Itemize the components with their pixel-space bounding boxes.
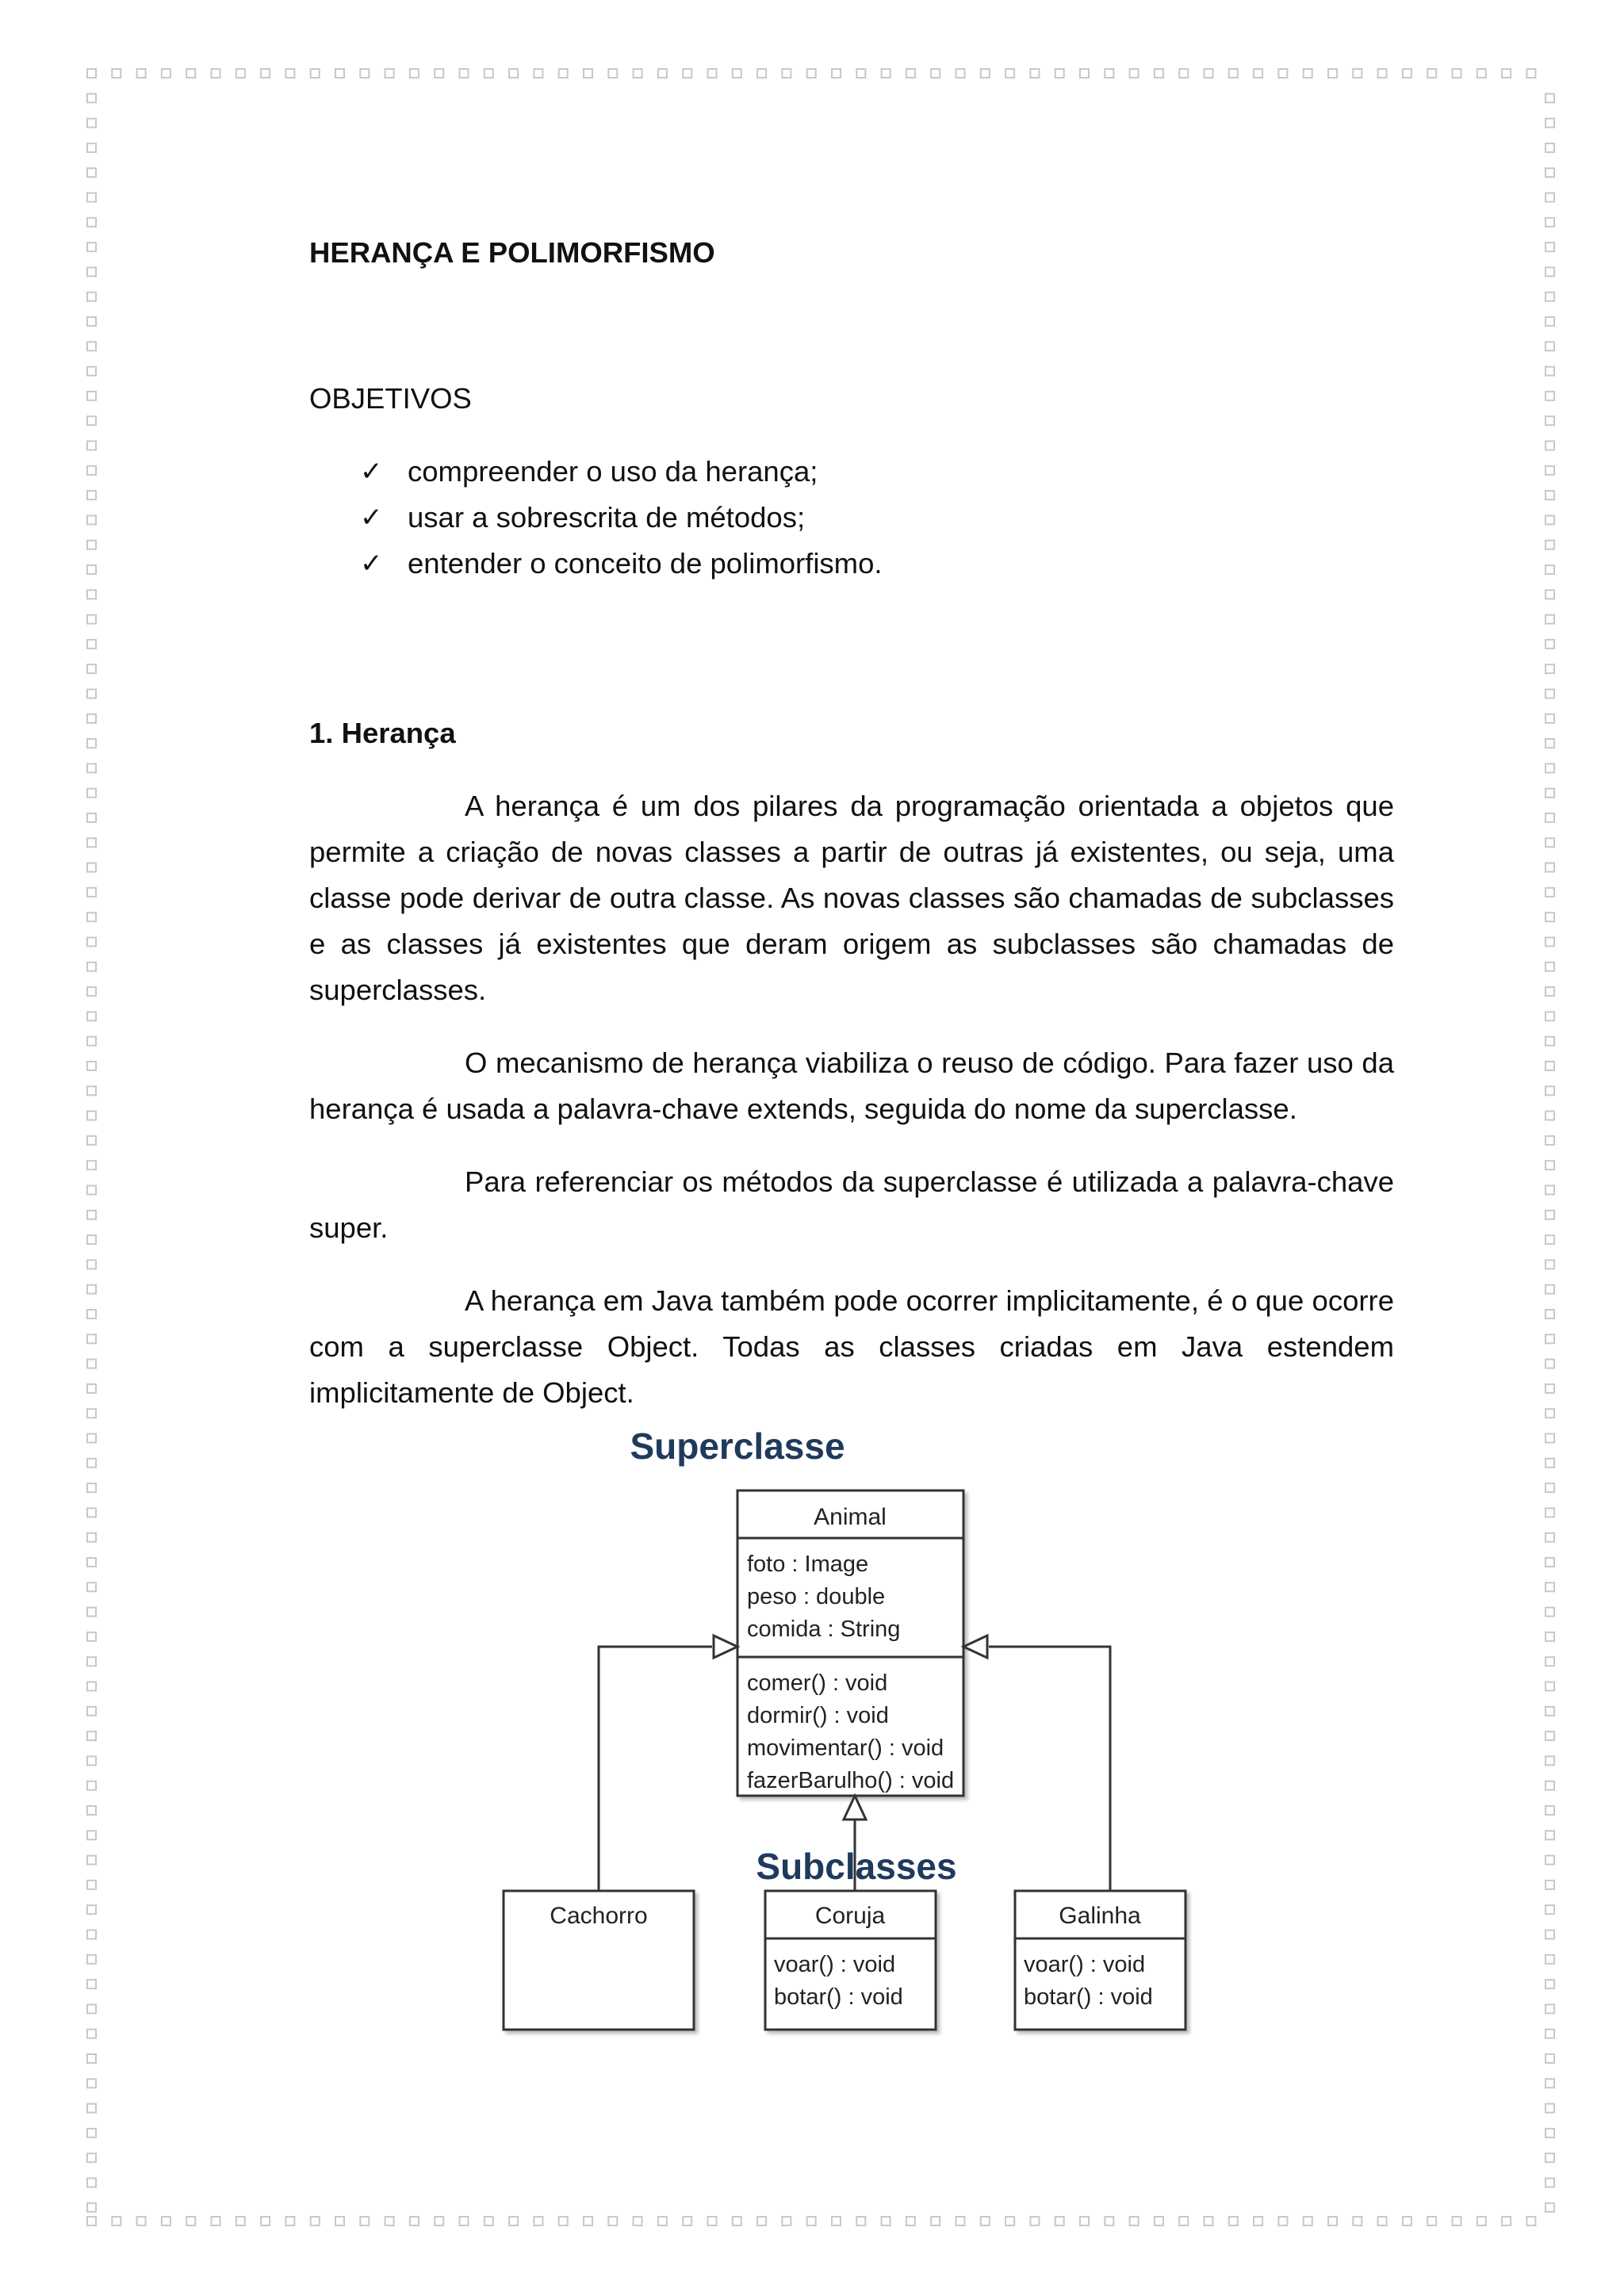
uml-diagram-svg — [500, 1419, 1213, 2053]
subclasses-label: Subclasses — [756, 1846, 957, 1887]
objectives-heading: OBJETIVOS — [309, 382, 472, 415]
class-name: Galinha — [1059, 1903, 1141, 1929]
uml-diagram — [500, 1419, 1213, 2053]
objective-text: usar a sobrescrita de métodos; — [408, 501, 806, 534]
method: fazerBarulho() : void — [747, 1768, 955, 1793]
objectives-list — [309, 449, 1394, 587]
attribute: foto : Image — [747, 1552, 869, 1577]
method: voar() : void — [774, 1952, 896, 1977]
superclass-label: Superclasse — [630, 1425, 845, 1467]
document-body — [309, 230, 1394, 1416]
method: movimentar() : void — [747, 1735, 944, 1761]
class-name: Cachorro — [550, 1903, 648, 1929]
document-title: HERANÇA E POLIMORFISMO — [309, 236, 715, 269]
objective-item — [360, 495, 1394, 541]
method: botar() : void — [1024, 1984, 1153, 2010]
objective-item — [360, 449, 1394, 495]
paragraph: A herança é um dos pilares da programação orientada a objetos que permite a criação de novas classes a partir de outras já existentes, ou seja, uma classe pode derivar de outra classe. As novas classes são chamadas de subclasses e as classes já existentes que deram origem as subclasses são chamadas de superclasses. — [309, 790, 1394, 1006]
method: botar() : void — [774, 1984, 903, 2010]
checkmark-icon: ✓ — [360, 502, 383, 534]
class-name: Animal — [814, 1504, 887, 1530]
objective-text: entender o conceito de polimorfismo. — [408, 547, 883, 580]
section-heading: 1. Herança — [309, 717, 456, 749]
attribute: comida : String — [747, 1617, 901, 1642]
method: dormir() : void — [747, 1703, 889, 1728]
paragraph: Para referenciar os métodos da superclasse é utilizada a palavra-chave super. — [309, 1165, 1394, 1244]
paragraph: O mecanismo de herança viabiliza o reuso de código. Para fazer uso da herança é usada a palavra-chave extends, seguida do nome da superclasse. — [309, 1047, 1394, 1125]
objective-item — [360, 541, 1394, 587]
paragraph: A herança em Java também pode ocorrer implicitamente, é o que ocorre com a superclasse Object. Todas as classes criadas em Java estendem implicitamente de Object. — [309, 1284, 1394, 1409]
method: voar() : void — [1024, 1952, 1146, 1977]
attribute: peso : double — [747, 1584, 886, 1609]
checkmark-icon: ✓ — [360, 456, 383, 488]
method: comer() : void — [747, 1670, 888, 1696]
objective-text: compreender o uso da herança; — [408, 455, 818, 488]
checkmark-icon: ✓ — [360, 548, 383, 580]
class-name: Coruja — [814, 1903, 886, 1929]
